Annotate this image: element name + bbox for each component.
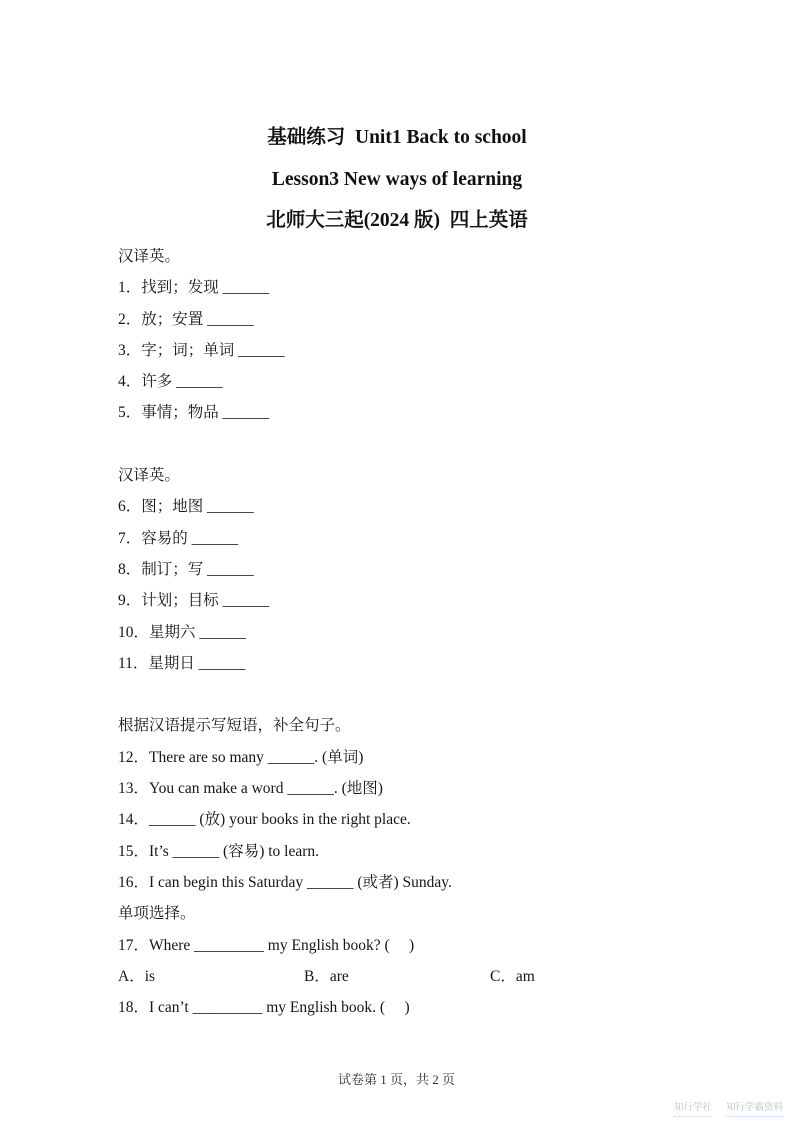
section-2-instruction: 汉译英。 (118, 467, 181, 485)
question-2: 2．放；安置 ______ (118, 310, 254, 328)
document-title-block (118, 117, 676, 242)
question-1: 1．找到；发现 ______ (118, 279, 270, 297)
question-15: 15．It’s ______ (容易) to learn. (118, 842, 320, 860)
question-3: 3．字；词；单词 ______ (118, 341, 285, 359)
section-translate-1 (118, 241, 676, 429)
question-13: 13．You can make a word ______. (地图) (118, 780, 383, 798)
section-complete-sentences (118, 710, 676, 898)
choice-option-a: A．is (118, 967, 156, 985)
question-6: 6．图；地图 ______ (118, 498, 254, 516)
question-5: 5．事情；物品 ______ (118, 404, 270, 422)
blank-line (118, 429, 676, 460)
worksheet-body (118, 241, 676, 1023)
section-4-instruction: 单项选择。 (118, 905, 196, 923)
question-14: 14．______ (放) your books in the right place. (118, 811, 411, 829)
title-line-edition: 北师大三起(2024 版) 四上英语 (266, 210, 528, 231)
question-12: 12．There are so many ______. (单词) (118, 748, 364, 766)
question-9: 9．计划；目标 ______ (118, 592, 270, 610)
page-number-text: 试卷第 1 页，共 2 页 (337, 1072, 455, 1087)
section-translate-2 (118, 460, 676, 679)
page-footer (0, 1070, 793, 1090)
section-3-instruction: 根据汉语提示写短语，补全句子。 (118, 717, 351, 735)
question-10: 10．星期六 ______ (118, 623, 246, 641)
title-line-unit: 基础练习 Unit1 Back to school (267, 127, 527, 148)
question-17: 17．Where _________ my English book? ( ) (118, 936, 415, 954)
watermark (674, 1101, 783, 1117)
choice-option-b: B．are (304, 967, 349, 985)
question-18: 18．I can’t _________ my English book. ( ) (118, 999, 410, 1017)
question-11: 11．星期日 ______ (118, 654, 246, 672)
title-line-lesson: Lesson3 New ways of learning (271, 168, 523, 190)
question-17-options-row (118, 961, 676, 992)
blank-line (118, 679, 676, 710)
question-7: 7．容易的 ______ (118, 529, 239, 547)
question-8: 8．制订；写 ______ (118, 560, 254, 578)
watermark-text-right: 知行学霸资料 (726, 1101, 783, 1117)
section-1-instruction: 汉译英。 (118, 248, 181, 265)
section-multiple-choice (118, 898, 676, 1023)
question-4: 4．许多 ______ (118, 373, 223, 391)
watermark-text-left: 知行学社 (674, 1101, 712, 1117)
choice-option-c: C．am (490, 967, 535, 985)
question-16: 16．I can begin this Saturday ______ (或者) Sunday. (118, 873, 452, 891)
